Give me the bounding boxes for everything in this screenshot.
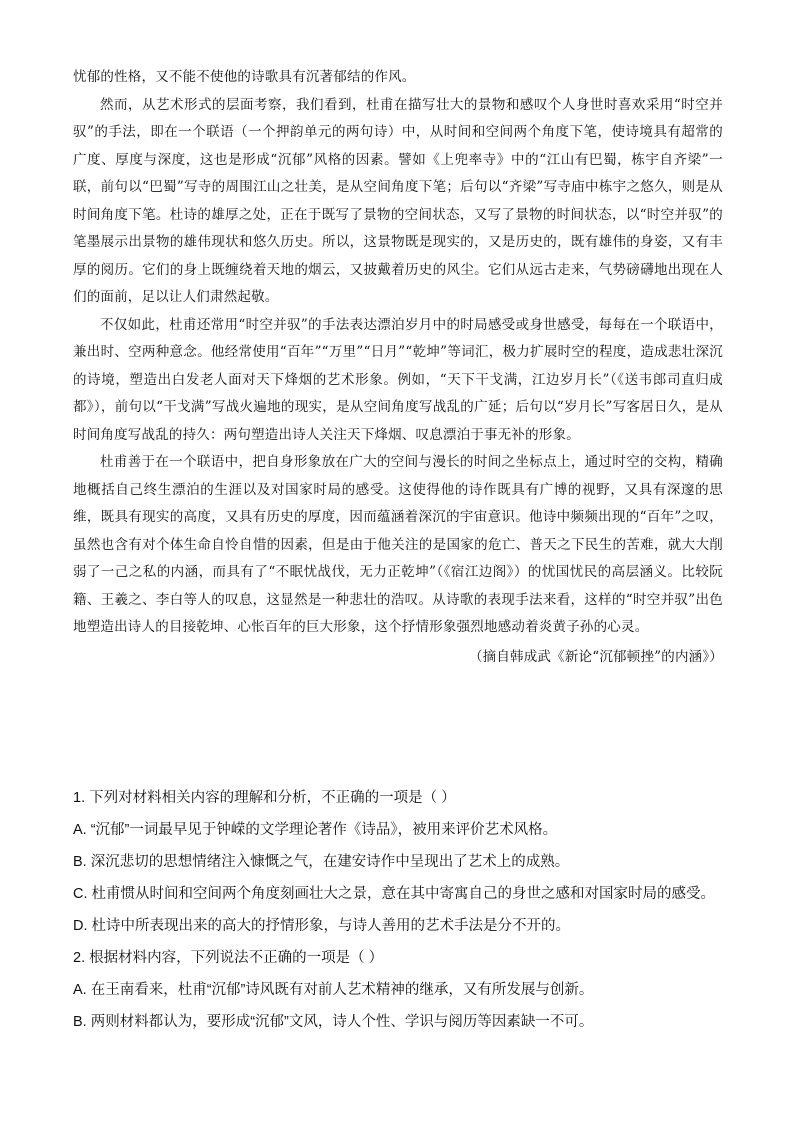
passage-paragraph-continued: 忧郁的性格，又不能不使他的诗歌具有沉著郁结的作风。 <box>73 69 416 85</box>
passage-source-citation: （摘自韩成武《新论“沉郁顿挫”的内涵》） <box>468 648 723 665</box>
question-1-option-b: B. 深沉悲切的思想情绪注入慷慨之气，在建安诗作中呈现出了艺术上的成熟。 <box>73 854 570 870</box>
question-1-stem: 1. 下列对材料相关内容的理解和分析，不正确的一项是（ ） <box>73 790 456 806</box>
question-list <box>73 782 733 1038</box>
reading-passage <box>73 64 723 671</box>
question-1-option-c: C. 杜甫惯从时间和空间两个角度刻画壮大之景，意在其中寄寓自己的身世之感和对国家时局的感受。 <box>73 886 716 902</box>
passage-paragraph: 杜甫善于在一个联语中，把自身形象放在广大的空间与漫长的时间之坐标点上，通过时空的交构，精确地概括自己终生漂泊的生涯以及对国家时局的感受。这使得他的诗作既具有广博的视野，又具有深邃的思维，既具有现实的高度，又具有历史的厚度，因而蕴涵着深沉的宇宙意识。他诗中频频出现的“百年”之叹，虽然也含有对个体生命自怜自惜的因素，但是由于他关注的是国家的危亡、普天之下民生的苦难，就大大削弱了一己之私的内涵，而具有了“不眠忧战伐，无力正乾坤”（《宿江边阁》）的忧国忧民的高层涵义。比较阮籍、王羲之、李白等人的叹息，这显然是一种悲壮的浩叹。从诗歌的表现手法来看，这样的“时空并驭”出色地塑造出诗人的目接乾坤、心怅百年的巨大形象，这个抒情形象强烈地感动着炎黄子孙的心灵。 <box>73 454 723 635</box>
question-1-option-a: A. “沉郁”一词最早见于钟嵘的文学理论著作《诗品》，被用来评价艺术风格。 <box>73 822 558 838</box>
passage-paragraph: 不仅如此，杜甫还常用“时空并驭”的手法表达漂泊岁月中的时局感受或身世感受，每每在一个联语中，兼出时、空两种意念。他经常使用“百年”“万里”“日月”“乾坤”等词汇，极力扩展时空的程度，造成悲壮深沉的诗境，塑造出白发老人面对天下烽烟的艺术形象。例如，“天下干戈满，江边岁月长”（《送韦郎司直归成都》），前句以“干戈满”写战火遍地的现实，是从空间角度写战乱的广延；后句以“岁月长”写客居日久，是从时间角度写战乱的持久：两句塑造出诗人关注天下烽烟、叹息漂泊于事无补的形象。 <box>73 316 723 443</box>
question-2-stem: 2. 根据材料内容，下列说法不正确的一项是（ ） <box>73 950 384 966</box>
question-1-option-d: D. 杜诗中所表现出来的高大的抒情形象，与诗人善用的艺术手法是分不开的。 <box>73 918 571 934</box>
passage-paragraph: 然而，从艺术形式的层面考察，我们看到，杜甫在描写壮大的景物和感叹个人身世时喜欢采用“时空并驭”的手法，即在一个联语（一个押韵单元的两句诗）中，从时间和空间两个角度下笔，使诗境具有超常的广度、厚度与深度，这也是形成“沉郁”风格的因素。譬如《上兜率寺》中的“江山有巴蜀，栋宇自齐梁”一联，前句以“巴蜀”写寺的周围江山之壮美，是从空间角度下笔；后句以“齐梁”写寺庙中栋宇之悠久，则是从时间角度下笔。杜诗的雄厚之处，正在于既写了景物的空间状态，又写了景物的时间状态，以“时空并驭”的笔墨展示出景物的雄伟现状和悠久历史。所以，这景物既是现实的，又是历史的，既有雄伟的身姿，又有丰厚的阅历。它们的身上既缠绕着天地的烟云，又披戴着历史的风尘。它们从远古走来，气势磅礴地出现在人们的面前，足以让人们肃然起敬。 <box>73 96 723 305</box>
question-2-option-b: B. 两则材料都认为，要形成“沉郁”文风，诗人个性、学识与阅历等因素缺一不可。 <box>73 1014 594 1030</box>
question-2-option-a: A. 在王南看来，杜甫“沉郁”诗风既有对前人艺术精神的继承，又有所发展与创新。 <box>73 982 594 998</box>
